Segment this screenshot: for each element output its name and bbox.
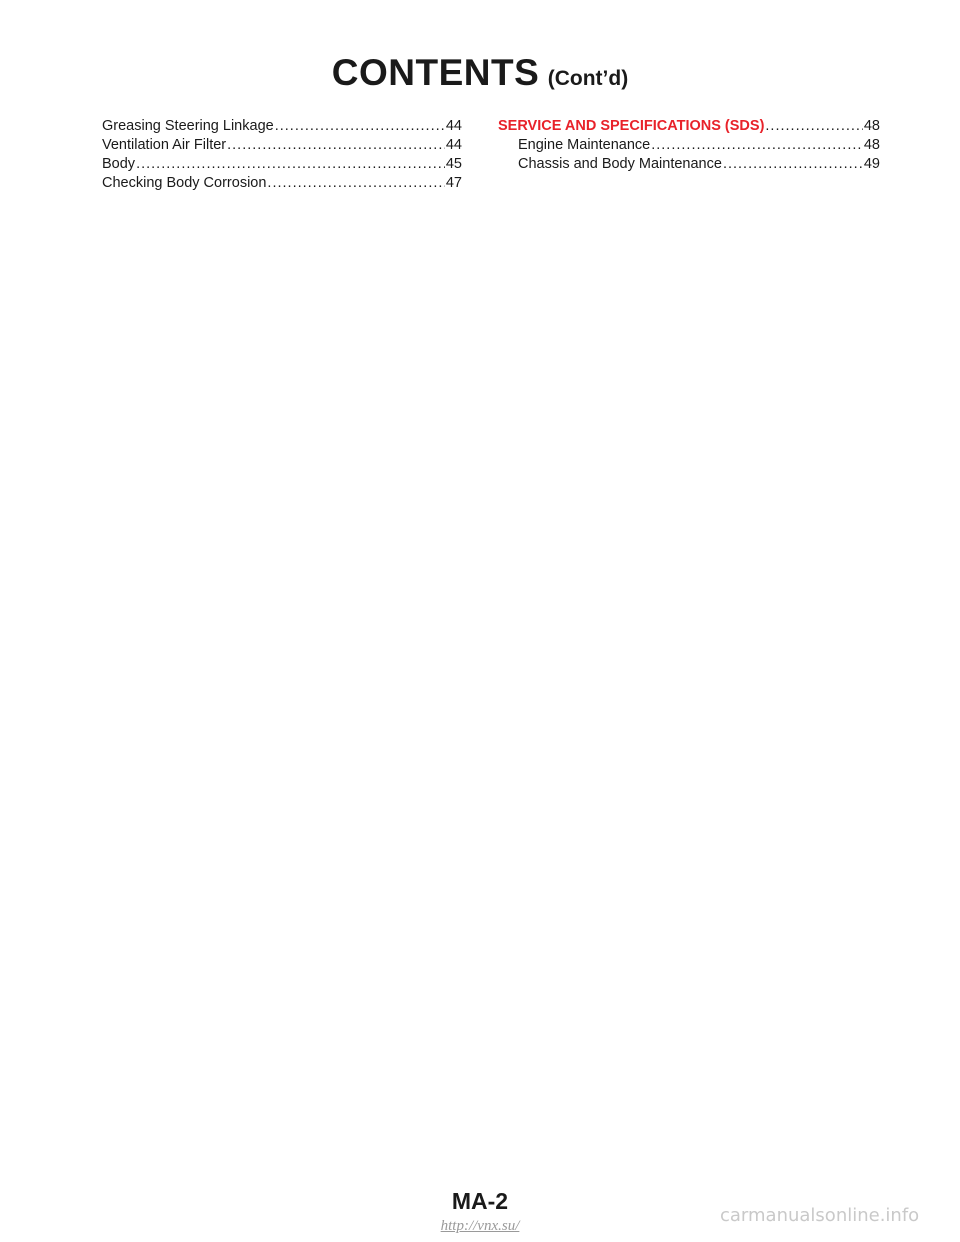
footer-url-link[interactable]: http://vnx.su/ bbox=[440, 1218, 520, 1234]
page-number: MA-2 bbox=[451, 1188, 509, 1214]
title-subtitle: (Cont’d) bbox=[547, 67, 629, 90]
toc-entry[interactable] bbox=[102, 136, 462, 155]
site-watermark: carmanualsonline.info bbox=[720, 1205, 920, 1226]
toc-leader-dots bbox=[227, 136, 445, 155]
toc-entry-page: 47 bbox=[445, 175, 462, 191]
toc-right-column bbox=[498, 117, 880, 174]
toc-entry-label: Checking Body Corrosion bbox=[102, 175, 267, 191]
toc-leader-dots bbox=[136, 155, 445, 174]
toc-section-entry[interactable] bbox=[498, 117, 880, 136]
toc-entry[interactable] bbox=[102, 155, 462, 174]
page-title bbox=[0, 52, 960, 94]
toc-entry-label: Greasing Steering Linkage bbox=[102, 118, 274, 134]
toc-entry-page: 48 bbox=[863, 118, 880, 134]
title-main: CONTENTS bbox=[331, 52, 540, 93]
toc-entry-label: Body bbox=[102, 156, 136, 172]
toc-entry-label: Chassis and Body Maintenance bbox=[518, 156, 722, 172]
toc-entry-label: Ventilation Air Filter bbox=[102, 137, 227, 153]
toc-entry-page: 44 bbox=[445, 118, 462, 134]
toc-entry[interactable] bbox=[498, 136, 880, 155]
toc-entry-page: 45 bbox=[445, 156, 462, 172]
toc-entry[interactable] bbox=[498, 155, 880, 174]
toc-entry-page: 49 bbox=[863, 156, 880, 172]
toc-leader-dots bbox=[723, 155, 863, 174]
toc-leader-dots bbox=[651, 136, 863, 155]
toc-entry[interactable] bbox=[102, 117, 462, 136]
toc-entry-page: 48 bbox=[863, 137, 880, 153]
toc-leader-dots bbox=[765, 117, 862, 136]
toc-entry-page: 44 bbox=[445, 137, 462, 153]
toc-left-column bbox=[102, 117, 462, 193]
toc-leader-dots bbox=[267, 174, 444, 193]
toc-section-label: SERVICE AND SPECIFICATIONS (SDS) bbox=[498, 118, 765, 134]
toc-leader-dots bbox=[275, 117, 445, 136]
toc-entry-label: Engine Maintenance bbox=[518, 137, 651, 153]
toc-entry[interactable] bbox=[102, 174, 462, 193]
